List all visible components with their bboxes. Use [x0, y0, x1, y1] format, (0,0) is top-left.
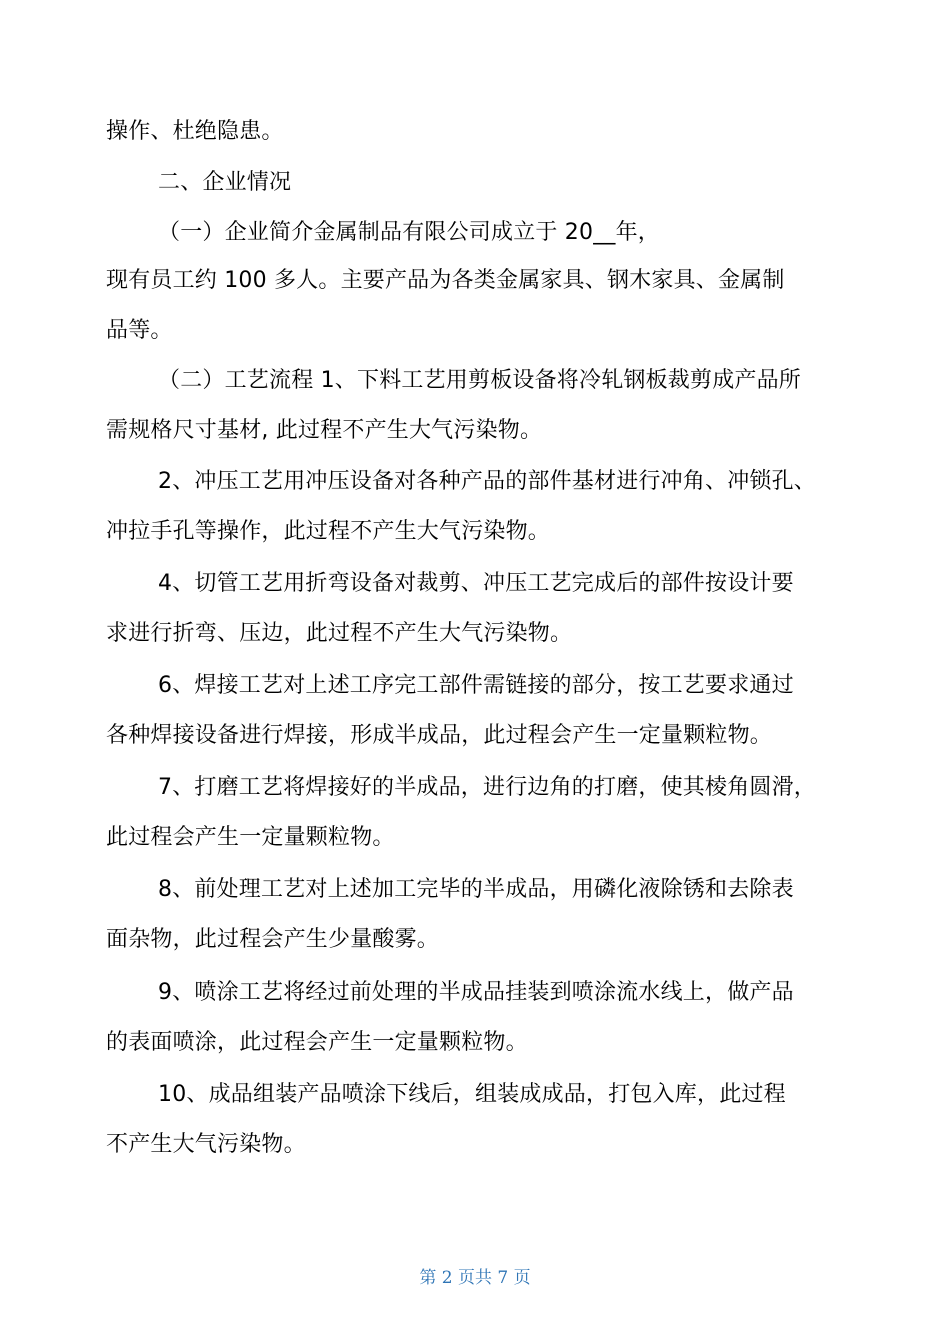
text-line: 10、成品组装产品喷涂下线后，组装成成品，打包入库，此过程 — [158, 1082, 786, 1107]
text-line: 各种焊接设备进行焊接，形成半成品，此过程会产生一定量颗粒物。 — [106, 723, 773, 748]
text-line: （一）企业简介金属制品有限公司成立于 20__年， — [158, 220, 660, 245]
text-line: 的表面喷涂，此过程会产生一定量颗粒物。 — [106, 1030, 528, 1055]
text-line: 4、切管工艺用折弯设备对裁剪、冲压工艺完成后的部件按设计要 — [158, 571, 794, 596]
text-line: 9、喷涂工艺将经过前处理的半成品挂装到喷涂流水线上，做产品 — [158, 980, 794, 1005]
text-line: 品等。 — [106, 318, 173, 343]
text-line: 7、打磨工艺将焊接好的半成品，进行边角的打磨，使其棱角圆滑， — [158, 775, 816, 800]
text-line: 面杂物，此过程会产生少量酸雾。 — [106, 927, 440, 952]
text-line: 2、冲压工艺用冲压设备对各种产品的部件基材进行冲角、冲锁孔、 — [158, 469, 816, 494]
text-line: 现有员工约 100 多人。主要产品为各类金属家具、钢木家具、金属制 — [106, 268, 785, 293]
section-heading: 二、企业情况 — [158, 170, 292, 195]
text-line: 8、前处理工艺对上述加工完毕的半成品，用磷化液除锈和去除表 — [158, 877, 794, 902]
text-line: 操作、杜绝隐患。 — [106, 119, 284, 144]
text-line: 需规格尺寸基材, 此过程不产生大气污染物。 — [106, 418, 543, 443]
text-line: 冲拉手孔等操作，此过程不产生大气污染物。 — [106, 519, 551, 544]
page-number-footer: 第 2 页共 7 页 — [419, 1268, 531, 1288]
text-line: 求进行折弯、压边，此过程不产生大气污染物。 — [106, 621, 573, 646]
text-line: 此过程会产生一定量颗粒物。 — [106, 825, 395, 850]
text-line: （二）工艺流程 1、下料工艺用剪板设备将冷轧钢板裁剪成产品所 — [158, 368, 801, 393]
text-line: 6、焊接工艺对上述工序完工部件需链接的部分，按工艺要求通过 — [158, 673, 794, 698]
text-line: 不产生大气污染物。 — [106, 1132, 306, 1157]
